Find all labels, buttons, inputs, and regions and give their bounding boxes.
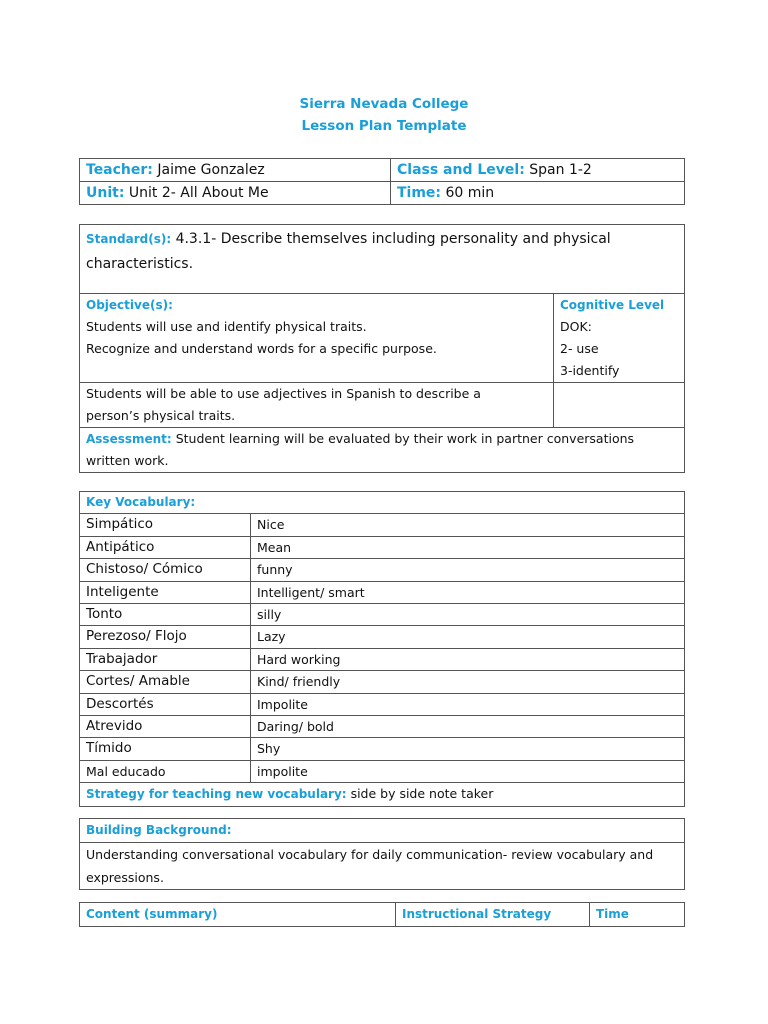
vocab-english: Impolite: [251, 693, 685, 715]
teacher-label: Teacher:: [86, 162, 153, 178]
vocab-english: Nice: [251, 514, 685, 536]
assessment-cell: [80, 428, 685, 473]
outcome-empty-cell: [554, 383, 685, 428]
vocab-row: [80, 671, 685, 693]
assessment-label: Assessment:: [86, 432, 172, 446]
vocab-row: [80, 738, 685, 760]
teacher-name: Jaime Gonzalez: [157, 162, 265, 178]
vocab-english: Lazy: [251, 626, 685, 648]
vocab-spanish: Mal educado: [80, 760, 251, 782]
objective-line: Recognize and understand words for a specific purpose.: [86, 341, 437, 356]
content-header-cell: [80, 903, 396, 927]
vocab-english: Kind/ friendly: [251, 671, 685, 693]
vocab-english: Hard working: [251, 648, 685, 670]
background-table: [79, 818, 685, 890]
vocab-english: Daring/ bold: [251, 716, 685, 738]
time-value: 60 min: [445, 185, 495, 201]
instructional-strategy-label: Instructional Strategy: [402, 907, 552, 921]
content-summary-label: Content (summary): [86, 907, 218, 921]
class-value: Span 1-2: [529, 162, 592, 178]
vocab-row: [80, 626, 685, 648]
teacher-cell: [80, 159, 391, 182]
vocab-strategy-cell: [80, 783, 685, 806]
college-name: Sierra Nevada College: [299, 96, 469, 112]
teacher-info-table: [79, 158, 685, 205]
vocab-row: [80, 716, 685, 738]
outcome-text: Students will be able to use adjectives in Spanish to describe a person’s physical traits.: [86, 386, 481, 423]
vocab-row: [80, 559, 685, 581]
vocab-spanish: Tímido: [80, 738, 251, 760]
vocab-english: Mean: [251, 536, 685, 558]
vocab-spanish: Chistoso/ Cómico: [80, 559, 251, 581]
unit-value: Unit 2- All About Me: [128, 185, 269, 201]
assessment-text: Student learning will be evaluated by their work in partner conversations written work.: [86, 431, 635, 468]
class-cell: [391, 159, 685, 182]
outcome-cell: [80, 383, 554, 428]
cognitive-line: DOK:: [560, 319, 592, 334]
vocabulary-table: [79, 491, 685, 807]
background-header-cell: [80, 819, 685, 843]
vocab-strategy-text: side by side note taker: [350, 786, 494, 802]
vocab-spanish: Tonto: [80, 604, 251, 626]
vocab-english: funny: [251, 559, 685, 581]
vocab-spanish: Inteligente: [80, 581, 251, 603]
vocab-english: impolite: [251, 760, 685, 782]
vocab-spanish: Trabajador: [80, 648, 251, 670]
standards-label: Standard(s):: [86, 232, 172, 246]
cognitive-line: 3-identify: [560, 363, 620, 378]
cognitive-line: 2- use: [560, 341, 599, 356]
strategy-header-cell: [396, 903, 590, 927]
vocab-strategy-label: Strategy for teaching new vocabulary:: [86, 787, 347, 802]
vocabulary-label: Key Vocabulary:: [86, 495, 196, 509]
vocab-row: [80, 648, 685, 670]
vocab-row: [80, 536, 685, 558]
class-label: Class and Level:: [397, 162, 525, 178]
vocab-spanish: Cortes/ Amable: [80, 671, 251, 693]
time-header-cell: [590, 903, 685, 927]
background-text: Understanding conversational vocabulary for daily communication- review vocabulary and expressions.: [86, 847, 654, 885]
template-title: Lesson Plan Template: [301, 118, 467, 134]
content-table: [79, 902, 685, 927]
vocab-row: [80, 760, 685, 782]
time-label: Time:: [397, 185, 442, 201]
vocab-english: Shy: [251, 738, 685, 760]
vocab-english: Intelligent/ smart: [251, 581, 685, 603]
vocab-spanish: Perezoso/ Flojo: [80, 626, 251, 648]
vocab-spanish: Simpático: [80, 514, 251, 536]
vocab-row: [80, 604, 685, 626]
standards-table: [79, 224, 685, 473]
vocab-row: [80, 514, 685, 536]
vocab-row: [80, 693, 685, 715]
vocab-english: silly: [251, 604, 685, 626]
time-column-label: Time: [596, 907, 629, 921]
objectives-label: Objective(s):: [86, 298, 173, 312]
vocabulary-header-cell: [80, 492, 685, 514]
vocab-spanish: Atrevido: [80, 716, 251, 738]
standards-text: 4.3.1- Describe themselves including personality and physical characteristics.: [86, 231, 611, 272]
vocab-spanish: Descortés: [80, 693, 251, 715]
unit-cell: [80, 182, 391, 205]
unit-label: Unit:: [86, 185, 125, 201]
cognitive-label: Cognitive Level: [560, 298, 665, 312]
objectives-cell: [80, 294, 554, 383]
standards-cell: [80, 225, 685, 294]
objective-line: Students will use and identify physical traits.: [86, 319, 367, 334]
background-label: Building Background:: [86, 823, 232, 837]
background-text-cell: [80, 843, 685, 890]
vocab-spanish: Antipático: [80, 536, 251, 558]
cognitive-cell: [554, 294, 685, 383]
time-cell: [391, 182, 685, 205]
vocab-row: [80, 581, 685, 603]
